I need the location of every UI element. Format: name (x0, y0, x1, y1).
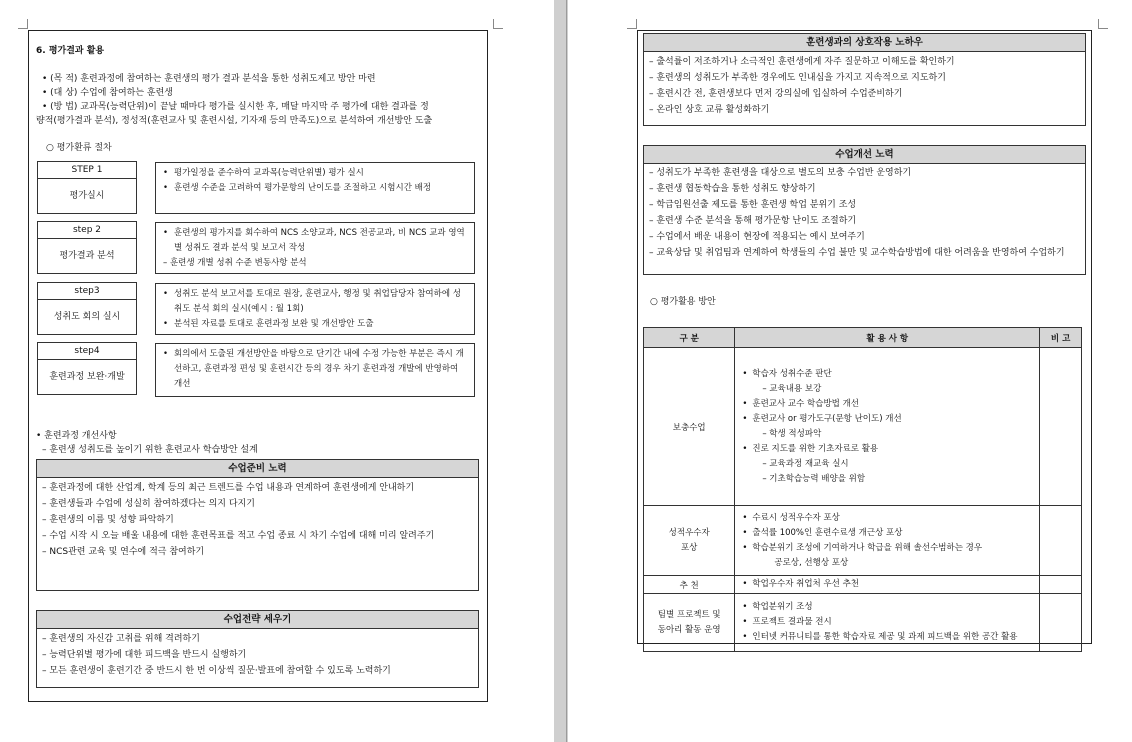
step-desc-item: • 훈련생 수준을 고려하여 평가문항의 난이도를 조절하고 시험시간 배정 (174, 181, 468, 196)
row-category: 팀별 프로젝트 및 동아리 활동 운영 (644, 594, 735, 652)
interaction-box (643, 33, 1086, 126)
row-note (1040, 348, 1082, 506)
step-4-desc (155, 343, 475, 397)
class-line: – 학급임원선출 제도를 통한 훈련생 학업 분위기 조성 (649, 200, 857, 210)
prep-line: – 훈련과정에 대한 산업계, 학계 등의 최근 트렌드를 수업 내용과 연계하여 훈련생에게 안내하기 (42, 483, 415, 493)
class-line: – 성취도가 부족한 훈련생을 대상으로 별도의 보충 수업반 운영하기 (649, 168, 912, 178)
interaction-line: – 훈련생의 성취도가 부족한 경우에도 인내심을 가지고 지속적으로 지도하기 (649, 73, 946, 83)
table-header: 구 분 (644, 328, 735, 348)
method-text-cont: 량적(평가결과 분석), 정성적(훈련교사 및 훈련시설, 기자재 등의 만족도)으로 분석하여 개선방안 도출 (36, 116, 433, 126)
interaction-line: – 온라인 상호 교류 활성화하기 (649, 105, 770, 115)
step-desc-item: • 훈련생의 평가지를 회수하여 NCS 소양교과, NCS 전공교과, 비 NCS 교과 영역별 성취도 결과 분석 및 보고서 작성 (174, 226, 468, 256)
purpose-text: • (목 적) 훈련과정에 참여하는 훈련생의 평가 결과 분석을 통한 성취도제고 방안 마련 (42, 74, 376, 84)
row-note (1040, 506, 1082, 576)
step-desc-item: • 회의에서 도출된 개선방안을 바탕으로 단기간 내에 수정 가능한 부분은 즉시 개선하고, 훈련과정 편성 및 훈련시간 등의 경우 차기 훈련과정 개발에 반영하여 개선 (174, 347, 468, 392)
step-1-desc (155, 162, 475, 214)
class-line: – 수업에서 배운 내용이 현장에 적용되는 예시 보여주기 (649, 232, 865, 242)
interaction-line: – 훈련시간 전, 훈련생보다 먼저 강의실에 입실하여 수업준비하기 (649, 89, 903, 99)
strategy-line: – 능력단위별 평가에 대한 피드백을 반드시 실행하기 (42, 650, 247, 660)
class-line: – 교육상담 및 취업팀과 연계하여 학생들의 수업 불만 및 교수학습방법에 대한 어려움을 반영하여 수업하기 (649, 248, 1065, 258)
list-item: • 진로 지도를 위한 기초자료로 활용 (752, 442, 1032, 457)
list-item: • 학업분위기 조성 (752, 600, 1032, 615)
prep-line: – 훈련생들과 수업에 성실히 참여하겠다는 의지 다지기 (42, 499, 255, 509)
class-improvement-box (643, 145, 1086, 275)
prep-line: – 수업 시작 시 오늘 배울 내용에 대한 훈련목표를 적고 수업 종료 시 차기 수업에 대해 미리 알려주기 (42, 531, 435, 541)
step-name: 평가실시 (69, 191, 105, 201)
table-row (644, 348, 1082, 506)
list-item: • 프로젝트 결과물 전시 (752, 615, 1032, 630)
row-note (1040, 576, 1082, 594)
table-row (644, 576, 1082, 594)
list-item: • 출석률 100%인 훈련수료생 개근상 포상 (752, 526, 1032, 541)
usage-table (643, 327, 1082, 652)
list-item: – 학생 적성파악 (762, 428, 822, 439)
crop-mark (18, 19, 28, 29)
method-text: • (방 법) 교과목(능력단위)이 끝날 때마다 평가를 실시한 후, 매달 마지막 주 평가에 대한 결과를 정 (42, 102, 429, 112)
list-item: • 학습자 성취수준 판단 (752, 367, 1032, 382)
prep-line: – NCS관련 교육 및 연수에 적극 참여하기 (42, 547, 205, 557)
strategy-box-title: 수업전략 세우기 (37, 611, 478, 629)
crop-mark (627, 19, 637, 29)
interaction-line: – 출석률이 저조하거나 소극적인 훈련생에게 자주 질문하고 이해도를 확인하기 (649, 57, 955, 67)
step-2-desc (155, 222, 475, 274)
table-row (644, 594, 1082, 652)
prep-box-title: 수업준비 노력 (37, 460, 478, 478)
list-item: – 교육과정 재교육 실시 (762, 458, 849, 469)
list-item: • 학업우수자 취업처 우선 추천 (752, 577, 1032, 592)
list-item: • 인터넷 커뮤니티를 통한 학습자료 제공 및 과제 피드백을 위한 공간 활용 (752, 630, 1032, 645)
strategy-line: – 모든 훈련생이 훈련기간 중 반드시 한 번 이상씩 질문·발표에 참여할 수 있도록 노력하기 (42, 666, 391, 676)
step-name: 훈련과정 보완·개발 (49, 372, 125, 382)
step-name: 성취도 회의 실시 (53, 312, 121, 322)
table-header: 비 고 (1040, 328, 1082, 348)
list-item: – 기초학습능력 배양을 위함 (762, 473, 866, 484)
row-items (736, 577, 1038, 592)
step-desc-item: • 성취도 분석 보고서를 토대로 원장, 훈련교사, 행정 및 취업담당자 참여하에 성취도 분석 회의 실시(예시 : 월 1회) (174, 287, 468, 317)
row-category: 성적우수자 포상 (644, 506, 735, 576)
strategy-box (36, 610, 479, 688)
crop-mark (493, 19, 503, 29)
class-line: – 훈련생 수준 분석을 통해 평가문항 난이도 조절하기 (649, 216, 857, 226)
list-item: • 훈련교사 교수 학습방법 개선 (752, 397, 1032, 412)
step-label: step3 (38, 283, 136, 300)
row-category: 추 천 (644, 576, 735, 594)
strategy-line: – 훈련생의 자신감 고취를 위해 격려하기 (42, 634, 200, 644)
list-item: – 교육내용 보강 (762, 383, 822, 394)
class-box-title: 수업개선 노력 (644, 146, 1085, 164)
step-name: 평가결과 분석 (59, 251, 115, 261)
table-header: 활 용 사 항 (735, 328, 1040, 348)
list-item: • 학습분위기 조성에 기여하거나 학급을 위해 솔선수범하는 경우 (752, 541, 1032, 556)
plan-title: ○ 평가활용 방안 (650, 297, 716, 307)
crop-mark (1098, 19, 1108, 29)
row-items (736, 364, 1038, 490)
step-desc-item: • 분석된 자료를 토대로 훈련과정 보완 및 개선방안 도출 (174, 317, 468, 332)
list-item: 공로상, 선행상 포상 (774, 557, 849, 568)
target-text: • (대 상) 수업에 참여하는 훈련생 (42, 88, 173, 98)
step-label: STEP 1 (38, 162, 136, 179)
list-item: • 훈련교사 or 평가도구(문항 난이도) 개선 (752, 412, 1032, 427)
step-label: step4 (38, 343, 136, 360)
class-line: – 훈련생 협동학습을 통한 성취도 향상하기 (649, 184, 816, 194)
section-title: 6. 평가결과 활용 (36, 46, 105, 56)
step-desc-dash: – 훈련생 개별 성취 수준 변동사항 분석 (163, 258, 307, 268)
prep-box (36, 459, 479, 591)
improvement-title: • 훈련과정 개선사항 (36, 431, 117, 441)
step-label: step 2 (38, 222, 136, 239)
row-items (736, 508, 1038, 574)
step-2-box (37, 221, 137, 274)
step-desc-dash-text: 훈련생 개별 성취 수준 변동사항 분석 (169, 258, 307, 268)
row-items (736, 597, 1038, 648)
step-desc-item: • 평가일정을 준수하여 교과목(능력단위별) 평가 실시 (174, 166, 468, 181)
row-note (1040, 594, 1082, 652)
step-4-box (37, 342, 137, 395)
step-3-box (37, 282, 137, 335)
procedure-title: ○ 평가환류 절차 (46, 143, 112, 153)
row-category: 보충수업 (644, 348, 735, 506)
table-row (644, 506, 1082, 576)
prep-line: – 훈련생의 이름 및 성향 파악하기 (42, 515, 174, 525)
list-item: • 수료시 성적우수자 포상 (752, 511, 1032, 526)
gutter-edge (566, 0, 567, 742)
improvement-sub: – 훈련생 성취도를 높이기 위한 훈련교사 학습방안 설계 (42, 445, 258, 455)
step-1-box (37, 161, 137, 214)
interaction-box-title: 훈련생과의 상호작용 노하우 (644, 34, 1085, 52)
step-3-desc (155, 283, 475, 335)
